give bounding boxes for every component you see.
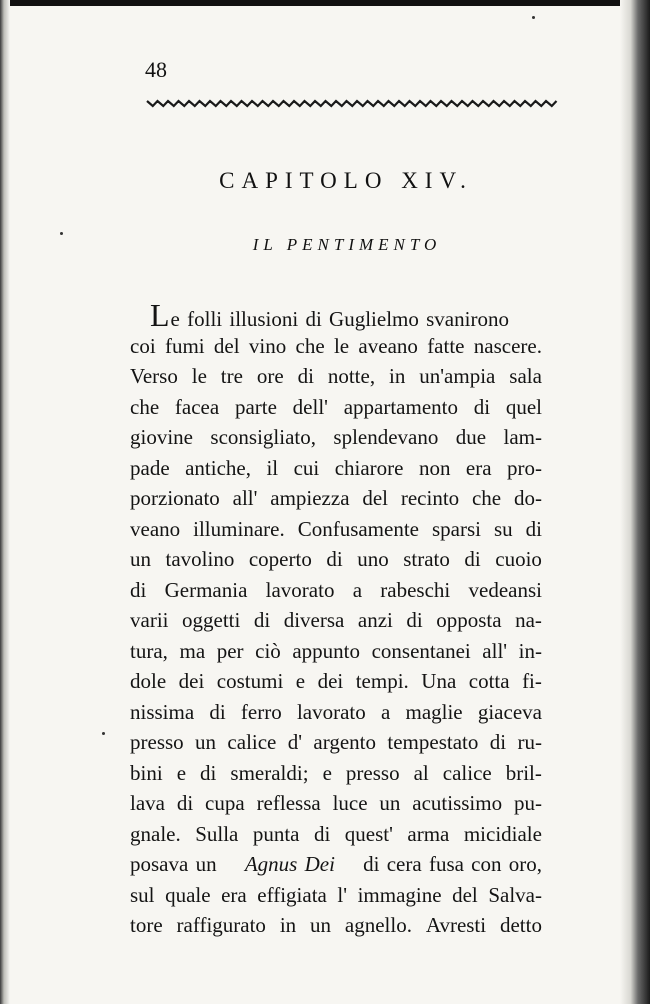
- word: di: [297, 364, 314, 388]
- word: tore: [130, 913, 163, 937]
- word: giovine: [130, 425, 193, 449]
- word: di: [209, 699, 226, 724]
- word: del: [452, 882, 478, 907]
- word: punta: [252, 821, 300, 846]
- text-line: [130, 453, 542, 484]
- word: cotta: [468, 669, 510, 693]
- word: ferro: [240, 699, 282, 724]
- word: maglie: [405, 699, 463, 724]
- text-line: [130, 544, 542, 575]
- word: pade: [130, 455, 170, 480]
- word: le: [333, 333, 350, 358]
- word: ru-: [517, 730, 542, 754]
- word: na-: [515, 608, 542, 632]
- word: argento: [313, 730, 377, 754]
- word: costumi: [216, 669, 284, 693]
- word: lam-: [503, 425, 542, 449]
- word: chiarore: [334, 455, 404, 480]
- word: coi: [130, 333, 156, 358]
- word: fumi: [164, 333, 205, 358]
- word: tre: [220, 364, 243, 388]
- word: e: [322, 760, 332, 785]
- word: quale: [165, 882, 211, 907]
- word: appunto: [292, 638, 361, 663]
- word: un'ampia: [419, 364, 496, 388]
- text-line: [130, 575, 542, 606]
- word: parte: [234, 394, 277, 419]
- word: ore: [256, 364, 284, 388]
- word: d': [287, 730, 303, 754]
- word: le: [191, 364, 207, 388]
- word: calice: [442, 760, 492, 785]
- word: su: [493, 516, 513, 541]
- word: pu-: [513, 791, 542, 815]
- word: porzionato: [130, 486, 220, 510]
- word: di: [130, 577, 147, 602]
- word: Avresti: [425, 913, 487, 937]
- word: calice: [227, 730, 277, 754]
- word: un: [310, 913, 332, 937]
- word: dell': [292, 394, 328, 419]
- decorative-rule: [145, 95, 560, 113]
- word: veano: [130, 516, 181, 541]
- word: ampiezza: [270, 486, 350, 510]
- word: micidiale: [463, 821, 542, 846]
- word: sparsi: [431, 516, 481, 541]
- word: splendevano: [333, 425, 439, 449]
- text-line: [130, 910, 542, 941]
- paper-speck: [102, 732, 105, 735]
- chapter-title: CAPITOLO XIV.: [219, 168, 473, 193]
- word: dei: [317, 669, 344, 693]
- word: di: [464, 547, 481, 571]
- text-line: [130, 297, 542, 333]
- first-line-wrap: [150, 297, 509, 333]
- word: quel: [505, 394, 542, 419]
- word: era: [221, 882, 247, 907]
- word: raffigurato: [176, 913, 266, 937]
- word: ciò: [255, 638, 281, 663]
- word: un: [195, 730, 217, 754]
- word: luce: [332, 791, 368, 815]
- word: reflessa: [256, 791, 321, 815]
- text-line: [130, 758, 542, 789]
- word: fi-: [522, 669, 542, 693]
- word: in: [279, 913, 297, 937]
- word: nissima: [130, 699, 195, 724]
- text-line: [130, 605, 542, 636]
- word: un: [130, 547, 151, 571]
- text-line: [130, 422, 542, 453]
- word: di: [313, 821, 331, 846]
- word: lavorato: [265, 577, 335, 602]
- word: due: [455, 425, 487, 449]
- word: Salva-: [488, 882, 542, 907]
- word: pro-: [506, 455, 542, 480]
- word: lavorato: [296, 699, 366, 724]
- word: che: [471, 486, 502, 510]
- word: Confusamente: [297, 516, 419, 541]
- word: lava: [130, 791, 165, 815]
- word: Una: [421, 669, 457, 693]
- word: di: [473, 394, 491, 419]
- word: a: [380, 699, 391, 724]
- word: diversa: [283, 608, 345, 632]
- agnus-dei-italic: Agnus Dei: [244, 852, 335, 876]
- word: varii: [130, 608, 169, 632]
- word: per: [216, 638, 244, 663]
- text-line: [130, 819, 542, 850]
- word: recinto: [400, 486, 460, 510]
- word: era: [465, 455, 492, 480]
- word: strato: [403, 547, 450, 571]
- word: giaceva: [477, 699, 542, 724]
- paper-speck: [532, 16, 535, 19]
- word: agnello.: [344, 913, 412, 937]
- word: Sulla: [195, 821, 239, 846]
- page-right-edge: [620, 0, 650, 1004]
- word: sala: [509, 364, 542, 388]
- word: di: [200, 760, 217, 785]
- word: dei: [178, 669, 205, 693]
- agnus-after: di cera fusa con oro,: [363, 852, 542, 876]
- text-line: [130, 392, 542, 423]
- word: aveano: [358, 333, 418, 358]
- word: acutissimo: [412, 791, 503, 815]
- page-spine-shadow: [0, 0, 10, 1004]
- word: e: [295, 669, 306, 693]
- text-line: [130, 361, 542, 392]
- word: di: [525, 516, 542, 541]
- word: di: [253, 608, 271, 632]
- word: rabeschi: [380, 577, 451, 602]
- ornament-wave: [147, 101, 557, 106]
- wavy-ornament-icon: [145, 95, 560, 113]
- text-line: [130, 697, 542, 728]
- word: a: [352, 577, 363, 602]
- text-line: [130, 331, 542, 362]
- word: bril-: [505, 760, 542, 785]
- word: tavolino: [165, 547, 235, 571]
- word: del: [362, 486, 389, 510]
- word: illuminare.: [193, 516, 285, 541]
- word: oggetti: [182, 608, 241, 632]
- page-number: 48: [145, 57, 167, 82]
- word: notte,: [327, 364, 376, 388]
- word: effigiata: [257, 882, 327, 907]
- word: opposta: [436, 608, 502, 632]
- word: Verso: [130, 364, 178, 388]
- word: nascere.: [473, 333, 542, 358]
- word: ma: [179, 638, 206, 663]
- word: non: [418, 455, 451, 480]
- word: anzi: [357, 608, 393, 632]
- chapter-subtitle: IL PENTIMENTO: [252, 235, 442, 254]
- word: gnale.: [130, 821, 181, 846]
- word: di: [489, 730, 507, 754]
- word: cuoio: [495, 547, 542, 571]
- word: sul: [130, 882, 155, 907]
- drop-cap: L: [150, 297, 170, 333]
- word: appartamento: [343, 394, 458, 419]
- body-text: [130, 297, 542, 941]
- word: che: [295, 333, 325, 358]
- word: un: [379, 791, 401, 815]
- word: quest': [344, 821, 393, 846]
- text-line: [130, 636, 542, 667]
- text-line: [130, 483, 542, 514]
- word: di: [176, 791, 194, 815]
- word: immagine: [357, 882, 442, 907]
- word: all': [482, 638, 508, 663]
- word: do-: [513, 486, 542, 510]
- word: arma: [407, 821, 450, 846]
- word: vino: [248, 333, 287, 358]
- text-line: [130, 788, 542, 819]
- word: coperto: [248, 547, 312, 571]
- word: del: [213, 333, 240, 358]
- word: dole: [130, 669, 167, 693]
- word: cupa: [205, 791, 245, 815]
- text-line: [130, 727, 542, 758]
- word: di: [326, 547, 343, 571]
- word: in-: [518, 638, 542, 663]
- text-lines: [130, 331, 542, 850]
- word: cui: [293, 455, 320, 480]
- word: presso: [345, 760, 400, 785]
- word: vedeansi: [468, 577, 542, 602]
- word: e: [176, 760, 187, 785]
- word: tempestato: [387, 730, 479, 754]
- text-line-agnus: [130, 849, 542, 880]
- word: detto: [499, 913, 542, 937]
- page-top-edge: [0, 0, 650, 6]
- text-line: [130, 514, 542, 545]
- word: antiche,: [185, 455, 251, 480]
- word: Germania: [164, 577, 248, 602]
- word: sconsigliato,: [210, 425, 316, 449]
- word: uno: [357, 547, 389, 571]
- word: l': [337, 882, 348, 907]
- word: bini: [130, 760, 163, 785]
- word: in: [389, 364, 406, 388]
- word: che: [130, 394, 160, 419]
- word: al: [413, 760, 429, 785]
- word: facea: [174, 394, 220, 419]
- word: il: [266, 455, 279, 480]
- word: di: [406, 608, 423, 632]
- word: tempi.: [355, 669, 409, 693]
- text-line: [130, 666, 542, 697]
- text-line: [130, 880, 542, 911]
- paper-speck: [60, 232, 63, 235]
- word: fatte: [427, 333, 465, 358]
- agnus-before: posava un: [130, 852, 217, 876]
- word: presso: [130, 730, 184, 754]
- word: all': [232, 486, 258, 510]
- closing-lines: [130, 880, 542, 941]
- word: smeraldi;: [230, 760, 309, 785]
- word: tura,: [130, 638, 168, 663]
- text-line-content: e folli illusioni di Guglielmo svanirono: [170, 307, 509, 331]
- word: consentanei: [371, 638, 471, 663]
